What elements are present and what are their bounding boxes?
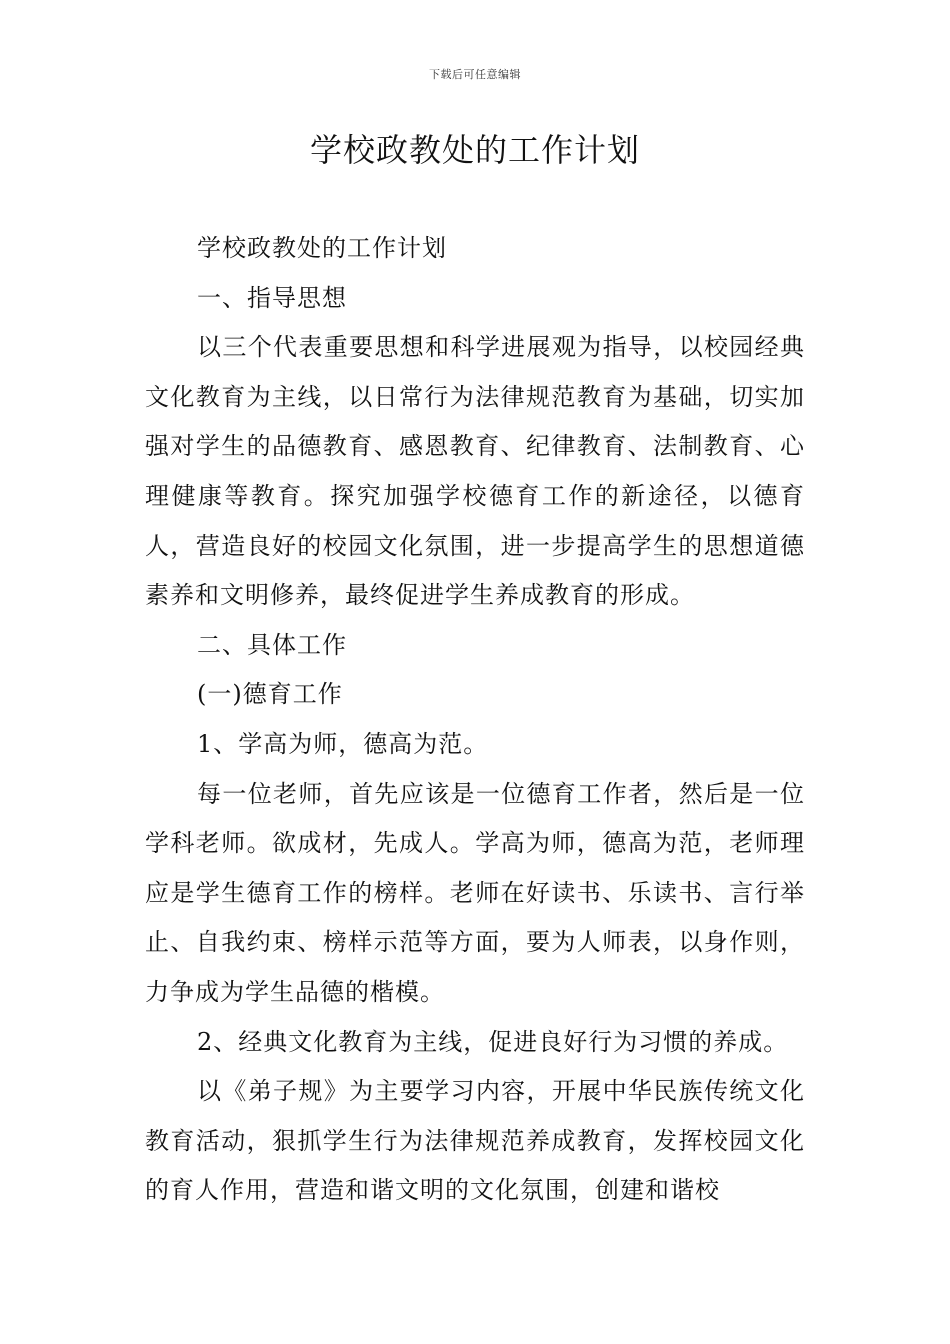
document-title: 学校政教处的工作计划 [309, 131, 640, 169]
item-heading-2: 2、经典文化教育为主线，促进良好行为习惯的养成。 [197, 1027, 789, 1056]
section-heading-specific-work: 二、具体工作 [197, 630, 347, 659]
section-heading-guiding-ideology: 一、指导思想 [197, 283, 347, 312]
paragraph-classic-culture: 以《弟子规》为主要学习内容，开展中华民族传统文化教育活动，狠抓学生行为法律规范养成教育，发挥校园文化的育人作用，营造和谐文明的文化氛围，创建和谐校 [145, 1077, 805, 1205]
paragraph-teacher-role: 每一位老师，首先应该是一位德育工作者，然后是一位学科老师。欲成材，先成人。学高为师，德高为范，老师理应是学生德育工作的榜样。老师在好读书、乐读书、言行举止、自我约束、榜样示范等方面，要为人师表，以身作则，力争成为学生品德的楷模。 [145, 779, 805, 1006]
document-body [145, 224, 805, 1216]
subsection-heading-moral-education: (一)德育工作 [197, 680, 343, 709]
header-note: 下载后可任意编辑 [429, 68, 521, 81]
paragraph-subtitle: 学校政教处的工作计划 [197, 234, 447, 262]
paragraph-guiding-ideology: 以三个代表重要思想和科学进展观为指导，以校园经典文化教育为主线，以日常行为法律规范教育为基础，切实加强对学生的品德教育、感恩教育、纪律教育、法制教育、心理健康等教育。探究加强学校德育工作的新途径，以德育人，营造良好的校园文化氛围，进一步提高学生的思想道德素养和文明修养，最终促进学生养成教育的形成。 [145, 333, 805, 610]
item-heading-1: 1、学高为师，德高为范。 [197, 729, 489, 758]
